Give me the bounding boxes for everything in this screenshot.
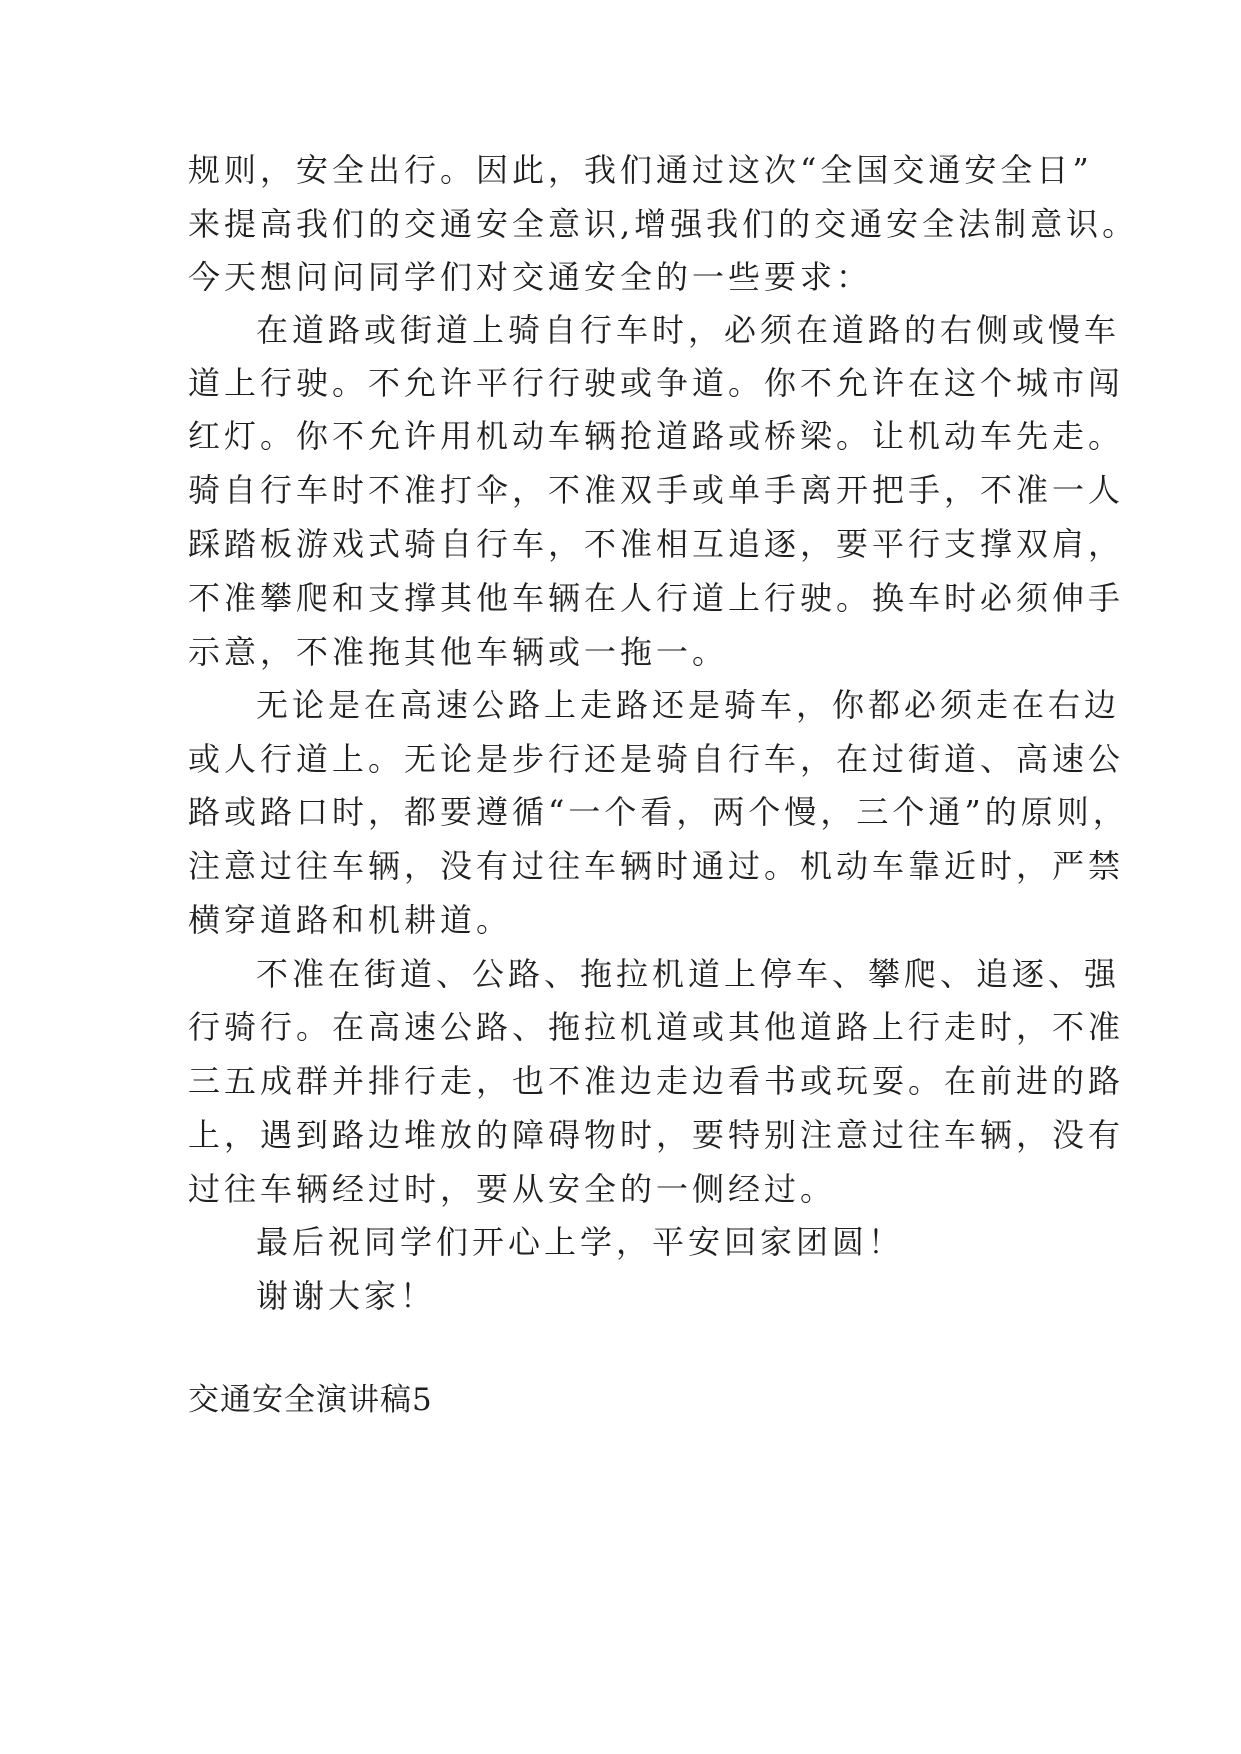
text-line: 过往车辆经过时，要从安全的一侧经过。 (188, 1170, 837, 1208)
text-line: 道上行驶。不允许平行行驶或争道。你不允许在这个城市闯 (188, 364, 1125, 402)
text-line: 示意，不准拖其他车辆或一拖一。 (188, 633, 729, 671)
text-line: 红灯。你不允许用机动车辆抢道路或桥梁。让机动车先走。 (188, 417, 1125, 455)
text-line: 三五成群并排行走，也不准边走边看书或玩耍。在前进的路 (188, 1062, 1125, 1100)
text-line: 不准攀爬和支撑其他车辆在人行道上行驶。换车时必须伸手 (188, 579, 1125, 617)
text-line: 规则，安全出行。因此，我们通过这次“全国交通安全日” (188, 151, 1093, 189)
paragraph-start: 不准在街道、公路、拖拉机道上停车、攀爬、追逐、强 (256, 955, 1121, 993)
text-line: 今天想问问同学们对交通安全的一些要求： (188, 258, 873, 296)
text-line: 骑自行车时不准打伞，不准双手或单手离开把手，不准一人 (188, 471, 1125, 509)
closing-thanks: 谢谢大家！ (256, 1277, 437, 1315)
text-line: 踩踏板游戏式骑自行车，不准相互追逐，要平行支撑双肩， (188, 525, 1125, 563)
text-line: 行骑行。在高速公路、拖拉机道或其他道路上行走时，不准 (188, 1008, 1125, 1046)
text-line: 或人行道上。无论是步行还是骑自行车，在过街道、高速公 (188, 740, 1125, 778)
text-line: 注意过往车辆，没有过往车辆时通过。机动车靠近时，严禁 (188, 847, 1125, 885)
paragraph-start: 无论是在高速公路上走路还是骑车，你都必须走在右边 (256, 686, 1121, 724)
closing-wish: 最后祝同学们开心上学，平安回家团圆！ (256, 1223, 905, 1261)
text-line: 来提高我们的交通安全意识,增强我们的交通安全法制意识。 (188, 205, 1139, 243)
section-heading: 交通安全演讲稿5 (188, 1382, 433, 1418)
text-line: 横穿道路和机耕道。 (188, 901, 513, 939)
text-line: 路或路口时，都要遵循“一个看，两个慢，三个通”的原则， (188, 793, 1129, 831)
paragraph-start: 在道路或街道上骑自行车时，必须在道路的右侧或慢车 (256, 311, 1121, 349)
text-line: 上，遇到路边堆放的障碍物时，要特别注意过往车辆，没有 (188, 1116, 1125, 1154)
